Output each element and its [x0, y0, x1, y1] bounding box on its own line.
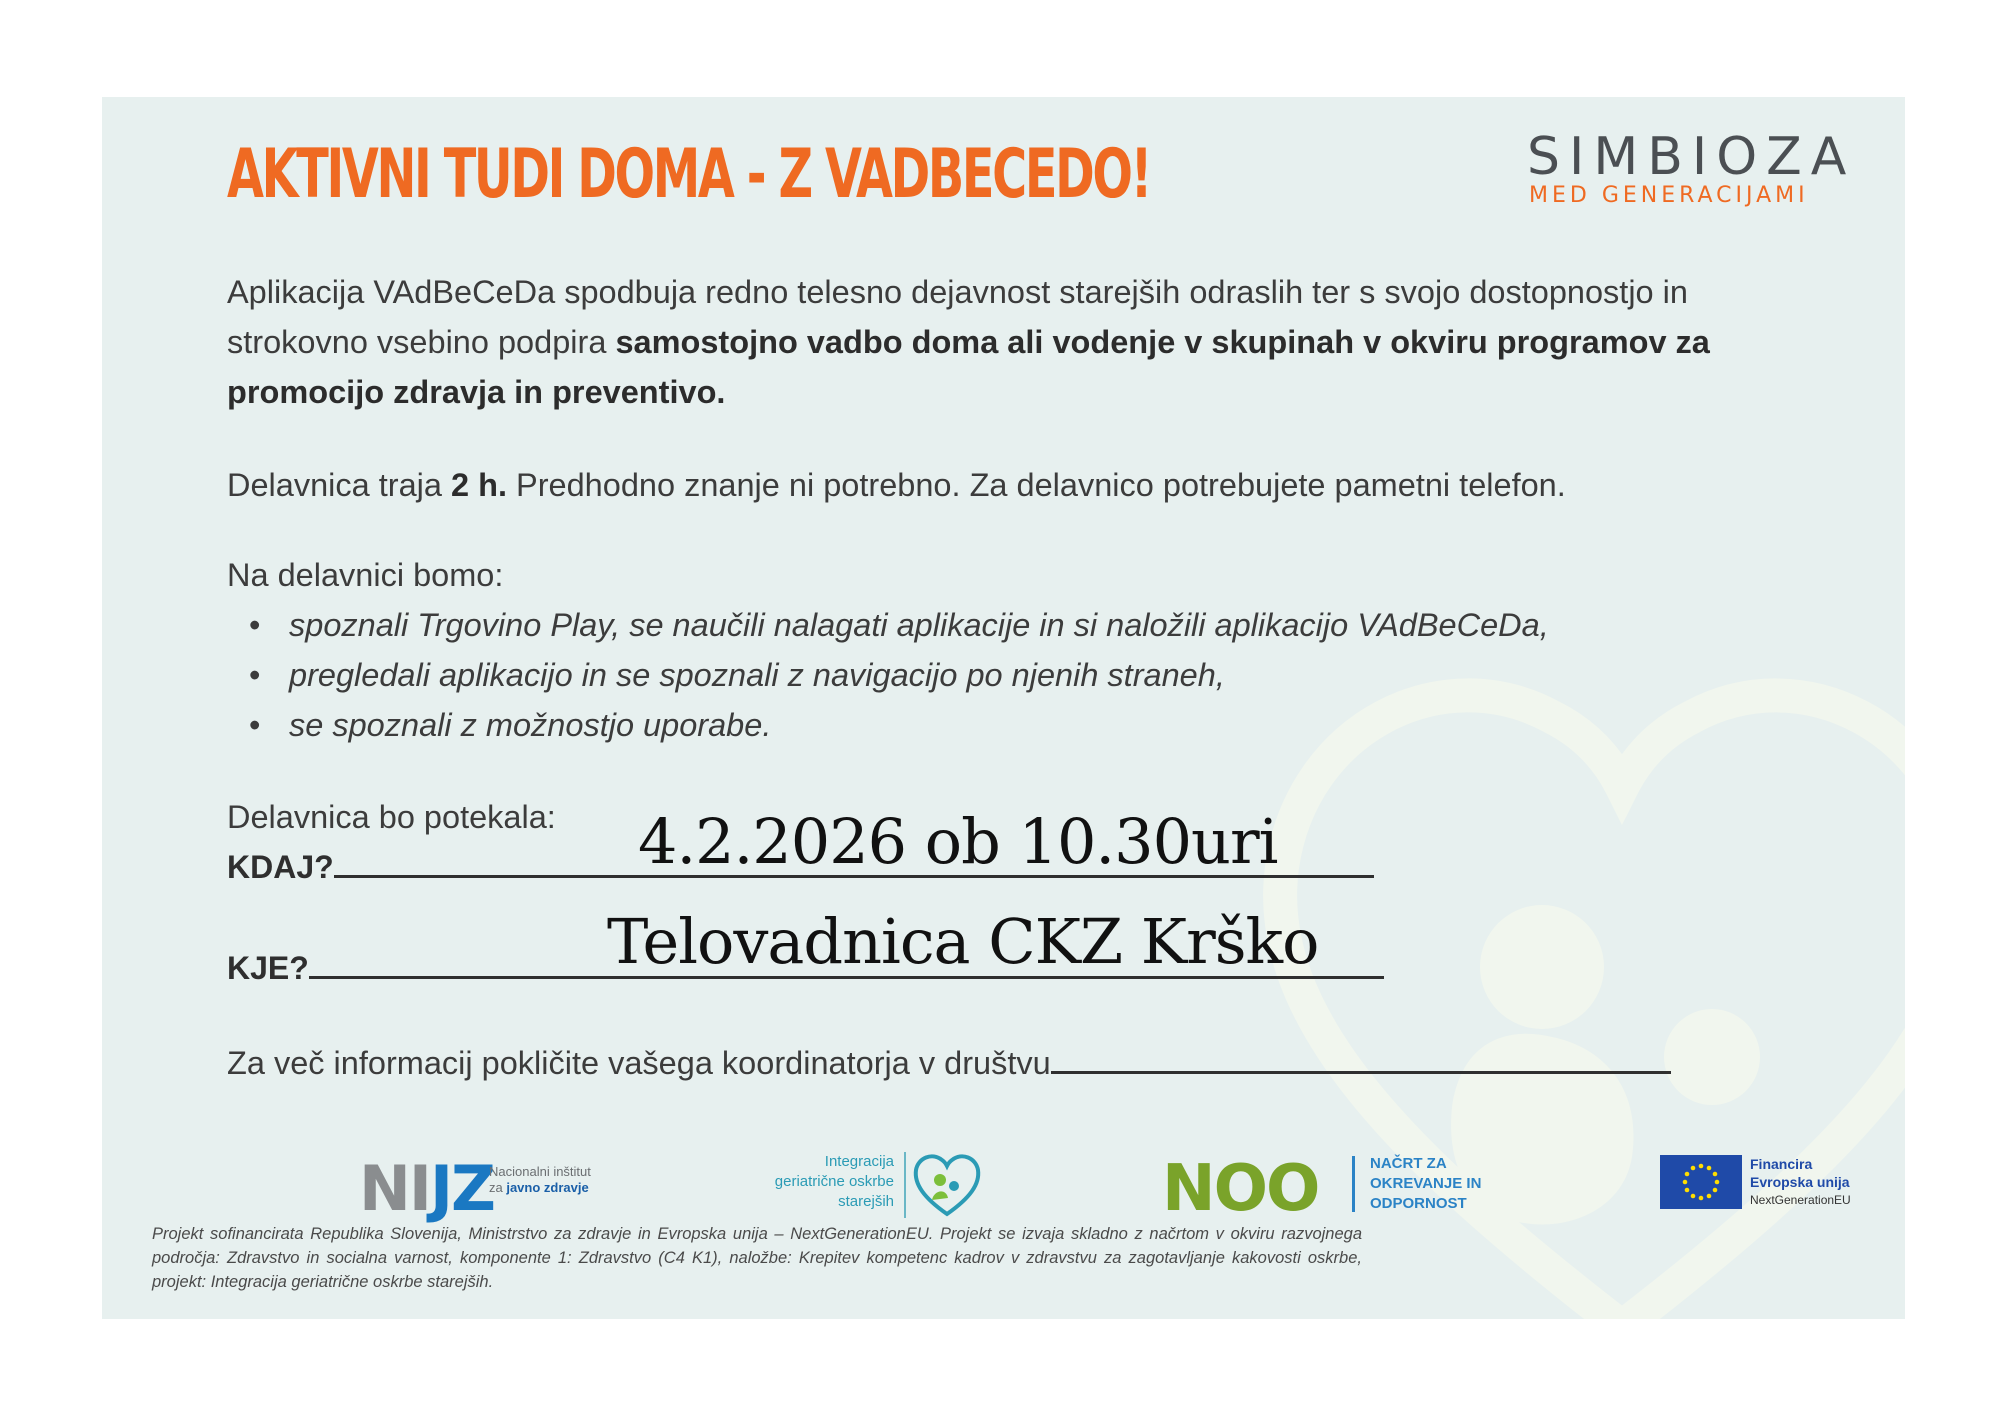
bullet-icon: •: [249, 607, 261, 643]
igos-logo-text: Integracija geriatrične oskrbe starejših: [774, 1153, 894, 1210]
intro-paragraph: [227, 267, 1787, 417]
where-label: KJE?: [227, 950, 309, 986]
when-value: 4.2.2026 ob 10.30uri: [638, 805, 1278, 878]
list-item-text: se spoznali z možnostjo uporabe.: [289, 707, 772, 743]
simbioza-logo-name: SIMBIOZA: [1527, 127, 1856, 187]
duration-paragraph: [227, 460, 1787, 510]
duration-prefix: Delavnica traja: [227, 467, 451, 503]
flyer-card: [102, 97, 1905, 1319]
nijz-logo-text: Nacionalni inštitut za javno zdravje: [489, 1164, 591, 1195]
simbioza-logo-tagline: MED GENERACIJAMI: [1529, 183, 1809, 208]
list-item-text: spoznali Trgovino Play, se naučili nalagati aplikacije in si naložili aplikacijo VAdBeCeDa,: [289, 607, 1549, 643]
venue-heading: Delavnica bo potekala:: [227, 799, 556, 835]
info-row: [227, 1045, 1671, 1082]
page-title: AKTIVNI TUDI DOMA - Z VADBECEDO!: [227, 135, 1151, 214]
list-item-text: pregledali aplikacijo in se spoznali z navigacijo po njenih straneh,: [289, 657, 1225, 693]
info-underline: [1051, 1045, 1671, 1074]
noo-logo-text: NAČRT ZA OKREVANJE IN ODPORNOST: [1370, 1155, 1482, 1212]
list-item: [227, 600, 1549, 650]
bullet-icon: •: [249, 707, 261, 743]
noo-divider: [1352, 1156, 1355, 1212]
nijz-logo-mark: NIJZ: [359, 1152, 494, 1225]
list-heading: Na delavnici bomo:: [227, 557, 504, 593]
simbioza-logo: [1527, 127, 1855, 208]
when-label: KDAJ?: [227, 849, 334, 885]
intro-bold-text: samostojno vadbo doma ali vodenje v skupinah v okviru programov za promocijo zdravja in preventivo.: [227, 324, 1710, 410]
list-item: [227, 700, 1549, 750]
heart-icon: [912, 1152, 982, 1218]
igos-divider: [904, 1152, 906, 1218]
where-value: Telovadnica CKZ Krško: [607, 905, 1319, 978]
eu-flag-icon: [1660, 1155, 1742, 1209]
intro-text: Aplikacija VAdBeCeDa spodbuja redno telesno dejavnost starejših odraslih ter s svojo dostopnostjo in strokovno vsebino podpira: [227, 274, 1688, 360]
list-item: [227, 650, 1549, 700]
duration-value: 2 h.: [451, 467, 507, 503]
eu-logo-text: Financira Evropska unija NextGenerationEU: [1750, 1156, 1851, 1207]
activity-list: [227, 600, 1549, 750]
footnote: Projekt sofinancirata Republika Slovenija, Ministrstvo za zdravje in Evropska unija – NextGenerationEU. Projekt se izvaja skladno z načrtom v okviru razvojnega področja: Zdravstvo in socialna varnost, komponente 1: Zdravstvo (C4 K1), naložbe: Krepitev kompetenc kadrov v zdravstvu za zagotavljanje kakovosti oskrbe, projekt: Integracija geriatrične oskrbe starejših.: [152, 1225, 1362, 1291]
noo-logo-mark: NOO: [1162, 1152, 1319, 1226]
info-text: Za več informacij pokličite vašega koordinatorja v društvu: [227, 1045, 1051, 1081]
duration-suffix: Predhodno znanje ni potrebno. Za delavnico potrebujete pametni telefon.: [507, 467, 1566, 503]
bullet-icon: •: [249, 657, 261, 693]
noo-logo: [1162, 1152, 1482, 1226]
nijz-logo: [359, 1152, 591, 1225]
